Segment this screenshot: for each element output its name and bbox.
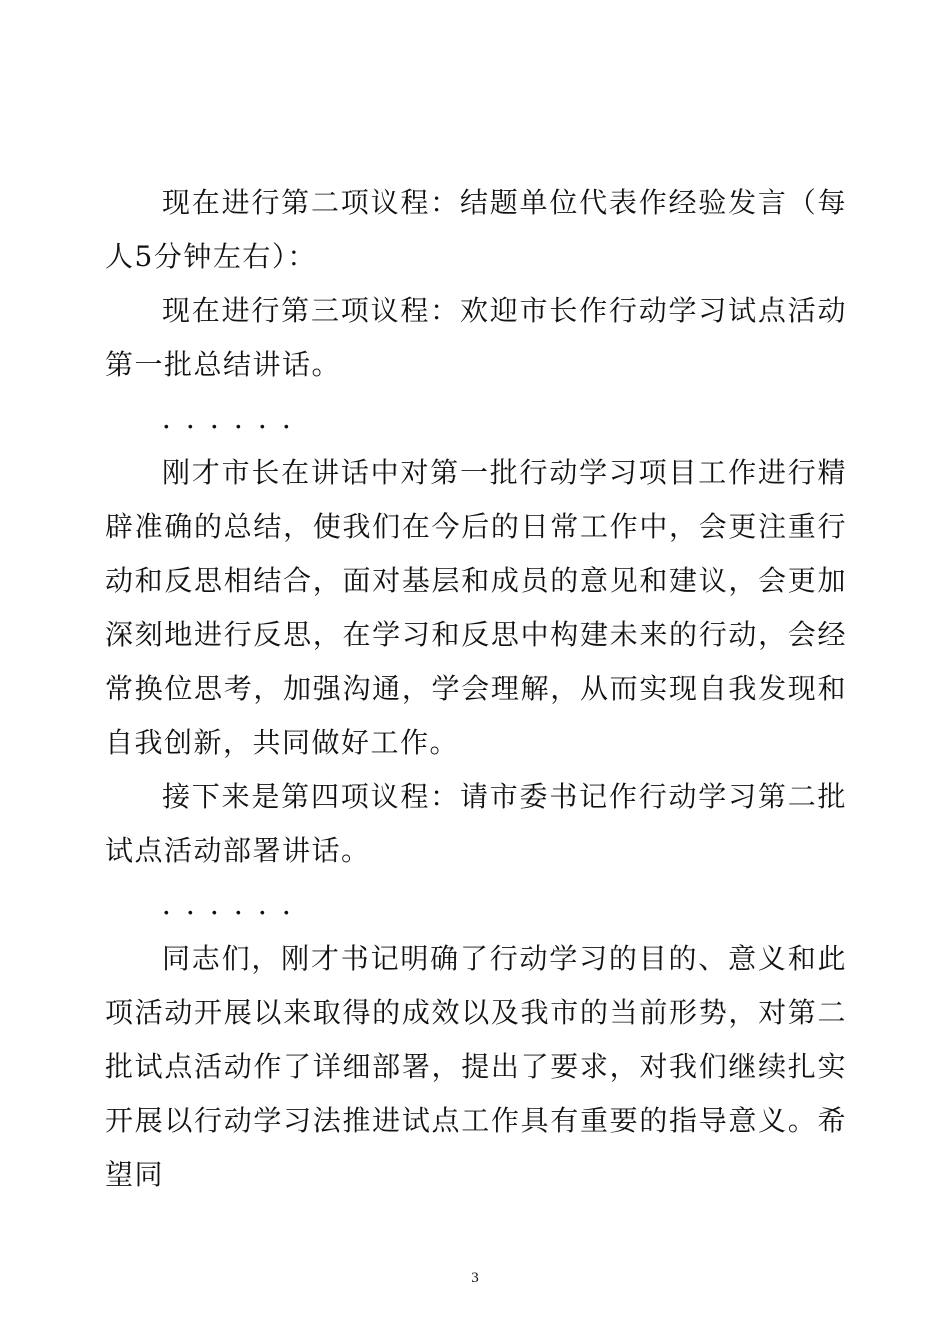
paragraph-agenda-item-4: 接下来是第四项议程：请市委书记作行动学习第二批试点活动部署讲话。: [105, 780, 847, 867]
ellipsis-omission: ．．．．．．: [162, 888, 321, 921]
paragraph-mayor-summary: 刚才市长在讲话中对第一批行动学习项目工作进行精辟准确的总结，使我们在今后的日常工作中，会更注重行动和反思相结合，面对基层和成员的意见和建议，会更加深刻地进行反思，在学习和反思中构建未来的行动，会经常换位思考，加强沟通，学会理解，从而实现自我发现和自我创新，共同做好工作。: [105, 456, 847, 759]
paragraph-agenda-item-2: 现在进行第二项议程：结题单位代表作经验发言（每人5分钟左右）：: [105, 186, 847, 273]
page-number: 3: [471, 1270, 479, 1286]
ellipsis-omission: ．．．．．．: [162, 402, 321, 435]
paragraph-agenda-item-3: 现在进行第三项议程：欢迎市长作行动学习试点活动第一批总结讲话。: [105, 294, 847, 381]
document-body: [105, 176, 847, 1202]
paragraph-secretary-summary: 同志们，刚才书记明确了行动学习的目的、意义和此项活动开展以来取得的成效以及我市的当前形势，对第二批试点活动作了详细部署，提出了要求，对我们继续扎实开展以行动学习法推进试点工作具有重要的指导意义。希望同: [105, 942, 847, 1191]
